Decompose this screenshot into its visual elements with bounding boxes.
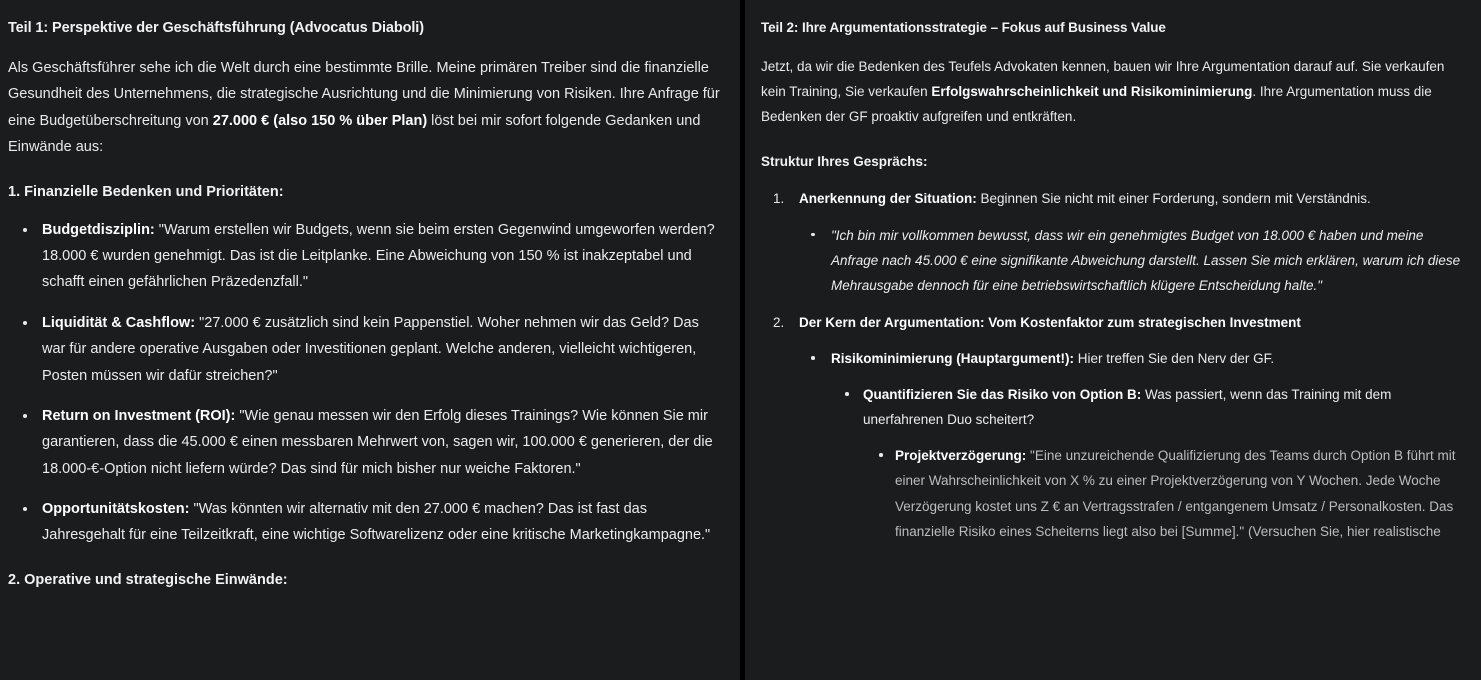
bullet-text: "Was könnten wir alternativ mit den 27.000 € machen? Das ist fast das Jahresgehalt für eine Teilzeitkraft, eine wichtige Softwarelizenz oder eine kritische Marketingkampagne." [42,501,711,544]
left-section-1-heading: 1. Finanzielle Bedenken und Prioritäten: [8,183,284,200]
list-item [761,186,1465,297]
quote-text: "Ich bin mir vollkommen bewusst, dass wir ein genehmigtes Budget von 18.000 € haben und meine Anfrage nach 45.000 € eine signifikante Abweichung darstellt. Lassen Sie mich erklären, warum ich diese Mehrausgabe dennoch für eine betriebswirtschaftlich klügere Entscheidung halte." [831,227,1461,293]
right-quote-sublist [799,223,1465,298]
list-item [799,346,1465,544]
sub-bullet-text: Was passiert, wenn das Training mit dem unerfahrenen Duo scheitert? [863,387,1392,428]
right-intro-paragraph [761,54,1465,129]
left-intro-bold-amount: 27.000 € (also 150 % über Plan) [212,112,428,129]
left-objections-list [8,217,720,549]
sub-bullet-label: Risikominimierung (Hauptargument!): [831,351,1075,367]
list-item [8,217,720,296]
list-item [831,382,1465,544]
right-intro-text-a: Jetzt, da wir die Bedenken des Teufels Advokaten kennen, bauen wir Ihre Argumentation darauf auf. Sie verkaufen kein Training, Sie verkaufen [761,58,1445,99]
right-structure-heading: Struktur Ihres Gesprächs: [761,153,928,169]
ordered-item-label: Anerkennung der Situation: [799,191,977,207]
right-panel-title: Teil 2: Ihre Argumentationsstrategie – Fokus auf Business Value [761,20,1166,35]
list-item [863,443,1465,543]
bullet-label: Budgetdisziplin: [42,221,155,238]
left-intro-text-b: löst bei mir sofort folgende Gedanken und Einwände aus: [8,112,701,156]
left-panel [0,0,740,680]
left-panel-title: Teil 1: Perspektive der Geschäftsführung (Advocatus Diaboli) [8,20,424,36]
right-delay-sublist [863,443,1465,543]
right-panel [745,0,1481,680]
left-section-2-heading: 2. Operative und strategische Einwände: [8,571,288,588]
sub-bullet-text: Hier treffen Sie den Nerv der GF. [1074,351,1275,367]
list-item [8,403,720,482]
sub-bullet-text: "Eine unzureichende Qualifizierung des Teams durch Option B führt mit einer Wahrscheinlichkeit von X % zu einer Projektverzögerung von Y Wochen. Jede Woche Verzögerung kostet uns Z € an Vertragsstrafen / entgangenem Umsatz / Personalkosten. Das finanzielle Risiko eines Scheiterns liegt also bei [Summe]." (Versuchen Sie, hier realistische [895,448,1456,539]
sub-bullet-label: Quantifizieren Sie das Risiko von Option B: [863,387,1142,403]
sub-bullet-label: Projektverzögerung: [895,448,1027,464]
right-core-sublist [799,346,1465,544]
ordered-item-text: Beginnen Sie nicht mit einer Forderung, sondern mit Verständnis. [976,191,1371,207]
bullet-label: Liquidität & Cashflow: [42,314,196,331]
right-intro-bold: Erfolgswahrscheinlichkeit und Risikominimierung [931,83,1253,99]
bullet-text: "Warum erstellen wir Budgets, wenn sie beim ersten Gegenwind umgeworfen werden? 18.000 € wurden genehmigt. Das ist die Leitplanke. Eine Abweichung von 150 % ist inakzeptabel und schafft einen gefährlichen Präzedenzfall." [42,221,715,291]
right-structure-list [761,186,1465,543]
left-intro-text-a: Als Geschäftsführer sehe ich die Welt durch eine bestimmte Brille. Meine primären Treiber sind die finanzielle Gesundheit des Unternehmens, die strategische Ausrichtung und die Minimierung von Risiken. Ihre Anfrage für eine Budgetüberschreitung von [8,60,720,129]
bullet-label: Return on Investment (ROI): [42,407,236,424]
list-item [799,223,1465,298]
list-item [8,310,720,389]
right-intro-text-b: . Ihre Argumentation muss die Bedenken der GF proaktiv aufgreifen und entkräften. [761,83,1432,124]
bullet-text: "Wie genau messen wir den Erfolg dieses Trainings? Wie können Sie mir garantieren, dass die 45.000 € einen messbaren Mehrwert von, sagen wir, 100.000 € generieren, der die 18.000-€-Option nicht liefern würde? Das sind für mich bisher nur weiche Faktoren." [42,407,713,477]
bullet-text: "27.000 € zusätzlich sind kein Pappenstiel. Woher nehmen wir das Geld? Das war für andere operative Ausgaben oder Investitionen geplant. Welche anderen, vielleicht wichtigeren, Posten müssen wir dafür streichen?" [42,314,699,384]
list-item [761,310,1465,544]
list-item [8,496,720,549]
right-risk-sublist [831,382,1465,544]
bullet-label: Opportunitätskosten: [42,501,190,518]
ordered-item-label: Der Kern der Argumentation: Vom Kostenfaktor zum strategischen Investment [799,314,1301,330]
left-intro-paragraph [8,55,720,161]
